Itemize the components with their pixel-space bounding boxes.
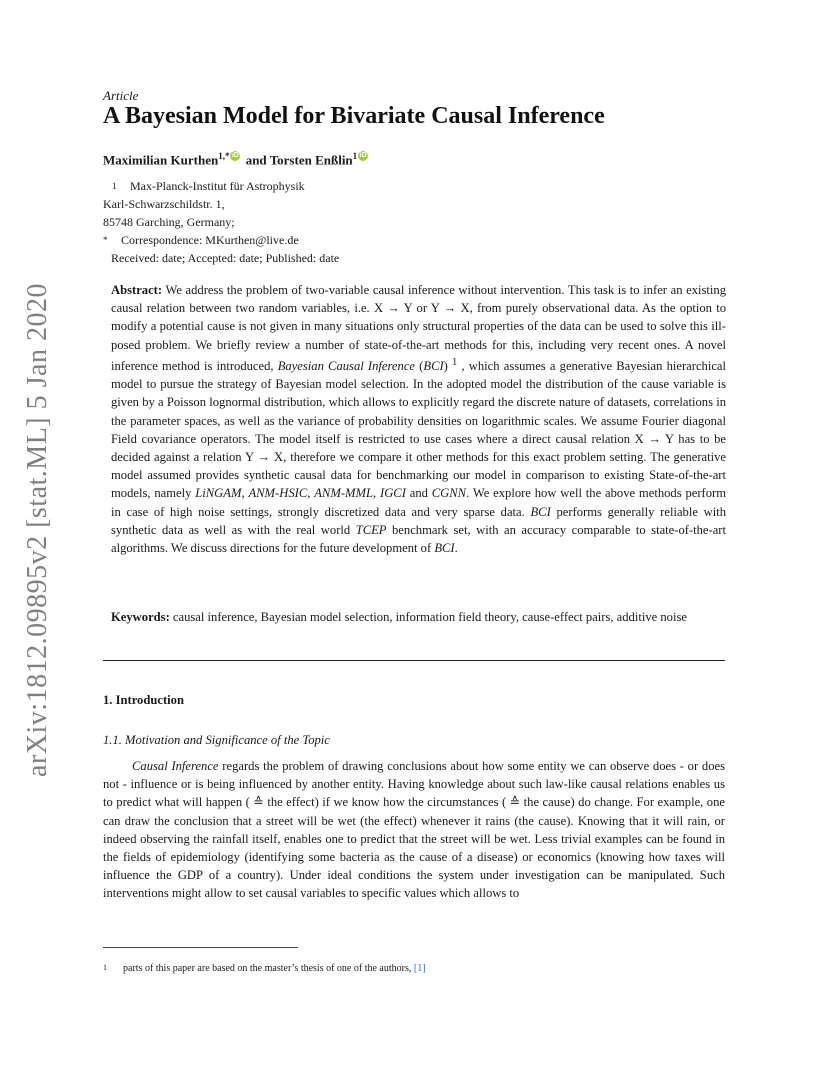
abstract-emph: BCI	[423, 359, 444, 373]
abstract-emph: BCI	[434, 541, 455, 556]
abstract-label: Abstract:	[111, 283, 163, 297]
footnote-number: 1	[103, 963, 107, 972]
publication-dates: Received: date; Accepted: date; Published: date	[111, 251, 340, 265]
author-list	[103, 151, 370, 168]
abstract-text: We address the problem of two-variable causal inference without intervention. This task is to infer an existing causal relation between two random variables, i.e. X → Y or Y → X, from purely observational data. As the option to modify a potential cause is not given in many situations only structural properties of the data can be used to solve this ill-posed problem. We briefly review a number of state-of-the-art methods for this, including very recent ones. A novel inference method is introduced,	[111, 283, 726, 373]
method-name: ANM-MML	[314, 486, 373, 501]
author-connector: and	[242, 152, 270, 168]
footnote-text: parts of this paper are based on the master’s thesis of one of the authors,	[123, 963, 414, 974]
abstract-emph: Bayesian Causal Inference	[277, 359, 415, 373]
affiliation-street: Karl-Schwarzschildstr. 1,	[103, 197, 225, 211]
body-lead-term: Causal Inference	[132, 759, 219, 773]
body-text: regards the problem of drawing conclusions about how some entity we can observe does - or does not - influence or is being influenced by another entity. Having knowledge about such law-like causal relations enables us to predict what will happen ( ≙ the effect) if we know how the circumstances ( ≙ the cause) do change. For example, one can draw the conclusion that a street will be wet (the effect) whenever it rains (the cause). Knowing that it will rain, or indeed observing the rainfall itself, enables one to predict that the street will be wet. Less trivial examples can be found in the fields of epidemiology (identifying some bacteria as the cause of a disease) or economics (knowing how taxes will influence the GDP of a country). Under ideal conditions the system under investigation can be manipulated. Such interventions might allow to set causal variables to specific values which allows to	[103, 759, 726, 901]
abstract-emph: BCI	[530, 504, 551, 519]
abstract	[111, 281, 726, 557]
keywords-label: Keywords:	[111, 610, 170, 624]
abstract-text: benchmark set, with an accuracy comparable to state-of-the-art algorithms. We discuss directions for the future development of	[111, 522, 726, 556]
author-name[interactable]: Torsten Enßlin	[269, 152, 353, 168]
abstract-text: , which assumes a generative Bayesian hierarchical model to pursue the strategy of Bayesian model selection. In the adopted model the distribution of the cause variable is given by a Poisson lognormal distribution, which allows to explicitly regard the discrete nature of datasets, correlations in the parameter spaces, as well as the variance of probability densities on logarithmic scales. We assume Fourier diagonal Field covariance operators. The model itself is restricted to use cases where a direct causal relation X → Y has to be decided against a relation Y → X, therefore we compare it other methods for this exact problem setting. The generative model assumed provides synthetic causal data for benchmarking our model in comparison to existing State-of-the-art models, namely	[111, 359, 727, 501]
abstract-text: )	[443, 359, 453, 373]
method-name: LiNGAM	[195, 486, 242, 501]
body-paragraph	[103, 757, 725, 903]
citation-link[interactable]: [1]	[413, 963, 426, 974]
footnote-divider	[103, 947, 298, 948]
section-divider	[103, 660, 725, 661]
orcid-icon[interactable]: iD	[231, 152, 239, 159]
paper-title: A Bayesian Model for Bivariate Causal Inference	[103, 103, 605, 129]
method-name: IGCI	[380, 486, 406, 501]
abstract-emph: TCEP	[355, 522, 387, 537]
section-heading: 1. Introduction	[103, 693, 184, 707]
arxiv-id: arXiv:1812.09895v2 [stat.ML] 5 Jan 2020	[22, 283, 53, 777]
abstract-text: .	[454, 541, 458, 556]
method-name: ANM-HSIC	[248, 486, 308, 501]
affiliation-institute: Max-Planck-Institut für Astrophysik	[130, 179, 305, 193]
abstract-text: ,	[241, 486, 249, 501]
arxiv-sidebar-stamp	[18, 283, 58, 777]
correspondence-mark: *	[103, 235, 108, 245]
abstract-text: ,	[307, 486, 315, 501]
orcid-icon[interactable]: iD	[359, 152, 367, 159]
author-superscript: 1,*	[218, 151, 230, 161]
affiliation-city: 85748 Garching, Germany;	[103, 215, 235, 229]
abstract-text: and	[405, 486, 432, 501]
abstract-text: ,	[373, 486, 380, 501]
affiliation-block	[103, 177, 305, 249]
abstract-text: performs generally reliable with synthetic data as well as with the real world	[111, 504, 726, 537]
keywords	[111, 608, 726, 626]
footnote-mark[interactable]: 1	[452, 356, 458, 368]
keywords-text: causal inference, Bayesian model selection, information field theory, cause-effect pairs, additive noise	[169, 610, 687, 624]
subsection-heading: 1.1. Motivation and Significance of the Topic	[103, 733, 330, 747]
footnote	[103, 963, 426, 974]
correspondence-email[interactable]: Correspondence: MKurthen@live.de	[121, 233, 299, 247]
article-type-label: Article	[103, 88, 139, 103]
method-name: CGNN	[431, 486, 467, 501]
abstract-text: (	[415, 359, 424, 373]
abstract-text: . We explore how well the above methods perform in case of high noise settings, strongly discretized data and very sparse data.	[111, 486, 727, 519]
author-name[interactable]: Maximilian Kurthen	[103, 152, 219, 168]
author-superscript: 1	[352, 151, 358, 161]
affiliation-number: 1	[112, 181, 117, 191]
